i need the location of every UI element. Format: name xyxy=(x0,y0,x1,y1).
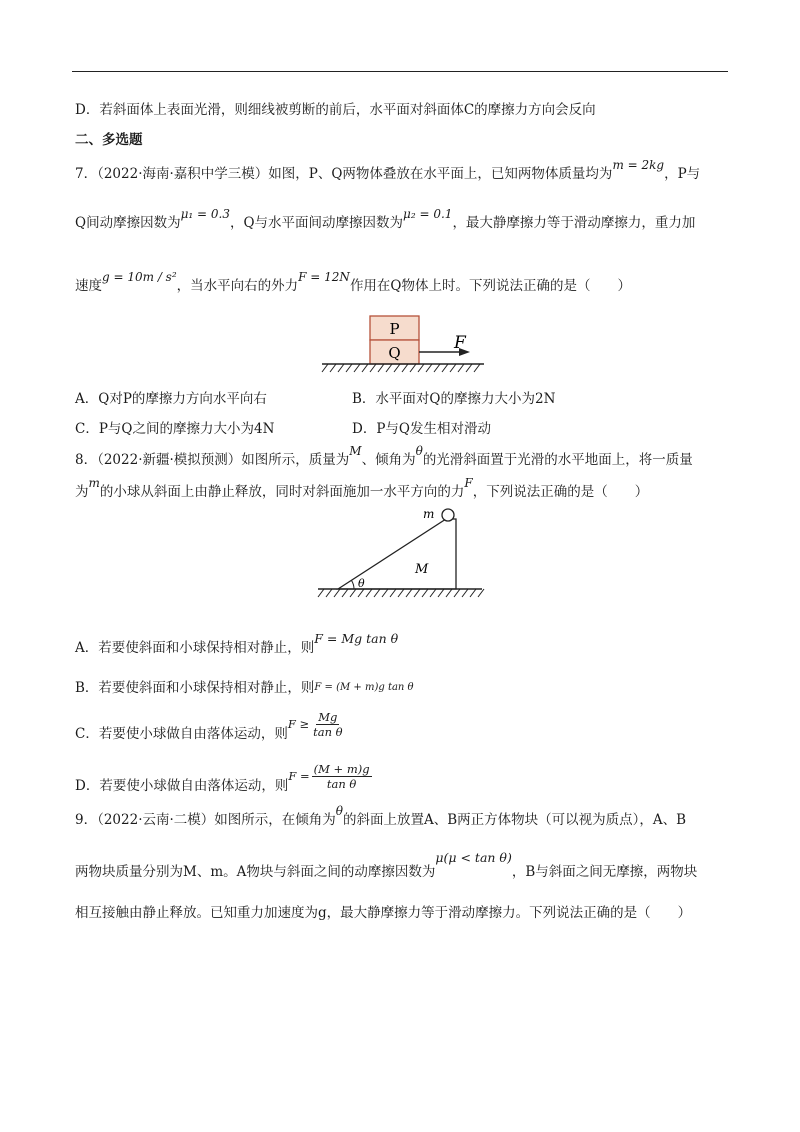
q7-text: 7．（2022·海南·嘉积中学三模）如图，P、Q两物体叠放在水平面上，已知两物体质量均为 xyxy=(75,166,613,182)
q7-option-c: C．P与Q之间的摩擦力大小为4N xyxy=(75,421,275,437)
ground-hatch xyxy=(322,364,480,372)
q7-line-1 xyxy=(75,158,701,184)
fraction-denominator: tan θ xyxy=(313,725,343,739)
q8-option-b-eq: F = (M + m)g tan θ xyxy=(314,682,414,693)
angle-label: θ xyxy=(358,577,365,590)
q8-text: ，下列说法正确的是（ ） xyxy=(472,484,649,500)
q9-line-2 xyxy=(75,850,698,882)
force-label: F xyxy=(454,333,466,353)
q7-text: Q间动摩擦因数为 xyxy=(75,215,181,231)
q7-option-b: B．水平面对Q的摩擦力大小为2N xyxy=(352,391,556,407)
section-title: 二、多选题 xyxy=(75,132,143,148)
q7-line-2 xyxy=(75,207,696,233)
q7-text: ，Q与水平面间动摩擦因数为 xyxy=(229,215,404,231)
q8-M: M xyxy=(349,444,362,458)
q8-text: 的光滑斜面置于光滑的水平地面上，将一质量 xyxy=(422,452,693,468)
angle-arc xyxy=(351,580,354,589)
q8-option-a-text: A．若要使斜面和小球保持相对静止，则 xyxy=(75,640,315,656)
q8-text: 、倾角为 xyxy=(361,452,416,468)
ball xyxy=(442,509,454,521)
q8-option-b xyxy=(75,678,414,700)
q6-option-d: D．若斜面体上表面光滑，则细线被剪断的前后，水平面对斜面体C的摩擦力方向会反向 xyxy=(75,102,596,118)
q8-text: 8．（2022·新疆·模拟预测）如图所示，质量为 xyxy=(75,452,350,468)
q7-text: 速度 xyxy=(75,278,102,294)
ground-hatch xyxy=(318,589,484,597)
q8-m: m xyxy=(88,476,100,490)
q8-option-c-text: C．若要使小球做自由落体运动，则 xyxy=(75,726,288,742)
q8-option-b-text: B．若要使斜面和小球保持相对静止，则 xyxy=(75,680,315,696)
q8-option-a xyxy=(75,631,399,658)
q7-mass-eq: m = 2kg xyxy=(612,158,665,172)
q8-option-d-lhs: F = xyxy=(288,769,310,783)
q8-figure xyxy=(314,503,486,605)
q8-text: 的小球从斜面上由静止释放，同时对斜面施加一水平方向的力 xyxy=(99,484,465,500)
q9-mu-eq: μ(μ < tan θ) xyxy=(435,850,512,865)
q7-option-a: A．Q对P的摩擦力方向水平向右 xyxy=(75,391,267,407)
q7-text: 作用在Q物体上时。下列说法正确的是（ ） xyxy=(349,278,632,294)
q7-text: ，最大静摩擦力等于滑动摩擦力，重力加 xyxy=(452,215,696,231)
q9-line-1 xyxy=(75,804,687,830)
incline-body xyxy=(338,519,456,589)
q8-option-d-text: D．若要使小球做自由落体运动，则 xyxy=(75,778,289,794)
q7-option-d: D．P与Q发生相对滑动 xyxy=(352,421,491,437)
q8-F: F xyxy=(464,476,473,490)
q9-text: 9．（2022·云南·二模）如图所示，在倾角为 xyxy=(75,812,336,828)
q9-line-3: 相互接触由静止释放。已知重力加速度为g，最大静摩擦力等于滑动摩擦力。下列说法正确的是（ ） xyxy=(75,905,692,921)
q9-theta: θ xyxy=(335,804,344,818)
q8-line-2 xyxy=(75,476,649,502)
block-p-label: P xyxy=(389,320,400,338)
q7-force-eq: F = 12N xyxy=(298,270,350,284)
q8-text: 为 xyxy=(75,484,89,500)
q7-text: ，P与 xyxy=(664,166,701,182)
q9-text: 两物块质量分别为M、m。A物块与斜面之间的动摩擦因数为 xyxy=(75,864,436,880)
ball-label: m xyxy=(423,507,435,521)
q7-mu1-eq: μ₁ = 0.3 xyxy=(180,207,230,221)
fraction-numerator: (M + m)g xyxy=(313,762,370,776)
block-q-label: Q xyxy=(388,344,401,362)
header-rule xyxy=(72,71,728,72)
q8-option-d xyxy=(75,762,372,801)
q7-g-eq: g = 10m / s² xyxy=(102,270,177,284)
q8-option-d-fraction xyxy=(312,762,372,791)
q8-option-c-fraction xyxy=(311,710,344,739)
q8-line-1 xyxy=(75,444,693,470)
q8-theta: θ xyxy=(415,444,423,458)
body-label: M xyxy=(415,562,429,577)
fraction-numerator: Mg xyxy=(318,710,338,724)
q8-option-a-eq: F = Mg tan θ xyxy=(314,631,399,646)
q7-line-3 xyxy=(75,270,632,296)
fraction-denominator: tan θ xyxy=(326,777,357,791)
q7-mu2-eq: μ₂ = 0.1 xyxy=(403,207,453,221)
q8-option-c-lhs: F ≥ xyxy=(287,717,310,731)
q7-figure xyxy=(318,312,488,382)
q8-option-c xyxy=(75,710,345,749)
q7-text: ，当水平向右的外力 xyxy=(176,278,299,294)
q9-text: ，B与斜面之间无摩擦，两物块 xyxy=(511,864,698,880)
q9-text: 的斜面上放置A、B两正方体物块（可以视为质点），A、B xyxy=(343,812,687,828)
